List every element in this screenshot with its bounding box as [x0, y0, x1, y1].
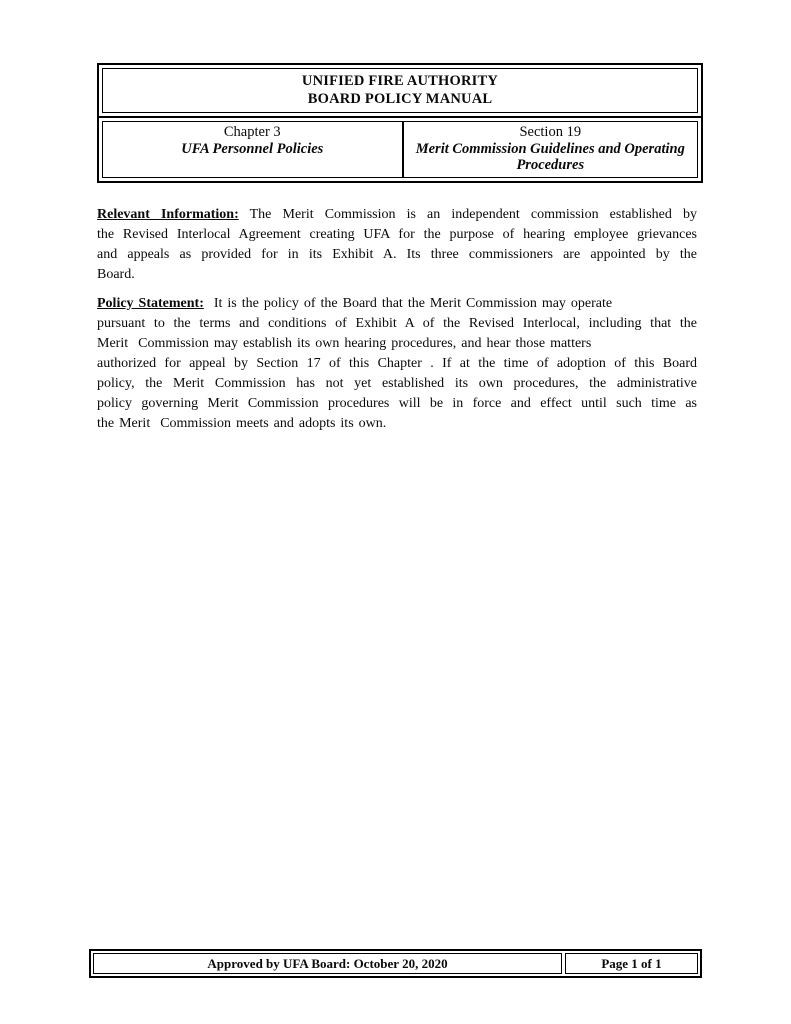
paragraph-line: Board. — [97, 267, 135, 282]
paragraph — [97, 205, 697, 285]
paragraph-line: Merit Commission may establish its own hearing procedures, and hear those matters — [97, 336, 592, 351]
header-box — [97, 63, 703, 183]
paragraph-line: policy, the Merit Commission has not yet established its own procedures, the administrative — [97, 376, 697, 391]
paragraph-line — [97, 205, 697, 225]
chapter-section-row — [102, 121, 698, 178]
paragraph-label: Relevant Information: — [97, 207, 239, 222]
paragraph — [97, 294, 697, 434]
document-title — [102, 68, 698, 113]
footer-box — [89, 949, 702, 978]
chapter-cell — [103, 122, 404, 177]
section-number: Section 19 — [519, 123, 582, 140]
paragraph-line: the Revised Interlocal Agreement creating UFA for the purpose of hearing employee grievances — [97, 227, 697, 242]
chapter-number: Chapter 3 — [223, 123, 281, 140]
paragraph-text: The Merit Commission is an independent commission established by — [238, 207, 697, 222]
paragraph-line: policy governing Merit Commission procedures will be in force and effect until such time as — [97, 396, 697, 411]
title-line-1: UNIFIED FIRE AUTHORITY — [301, 73, 499, 89]
page-number-cell: Page 1 of 1 — [565, 953, 698, 974]
approval-cell: Approved by UFA Board: October 20, 2020 — [93, 953, 562, 974]
header-divider — [99, 116, 701, 119]
paragraph-line: pursuant to the terms and conditions of Exhibit A of the Revised Interlocal, including that the — [97, 316, 697, 331]
paragraph-line: the Merit Commission meets and adopts its own. — [97, 416, 387, 431]
paragraph-label: Policy Statement: — [97, 296, 204, 311]
paragraph-line: and appeals as provided for in its Exhibit A. Its three commissioners are appointed by the — [97, 247, 697, 262]
document-body — [97, 205, 697, 434]
chapter-name: UFA Personnel Policies — [181, 140, 324, 157]
title-line-2: BOARD POLICY MANUAL — [307, 91, 493, 107]
paragraph-line: authorized for appeal by Section 17 of this Chapter . If at the time of adoption of this Board — [97, 356, 697, 371]
section-name: Merit Commission Guidelines and Operating Procedures — [415, 140, 685, 173]
section-cell — [404, 122, 697, 177]
paragraph-text: It is the policy of the Board that the Merit Commission may operate — [203, 296, 613, 311]
paragraph-line — [97, 294, 697, 314]
